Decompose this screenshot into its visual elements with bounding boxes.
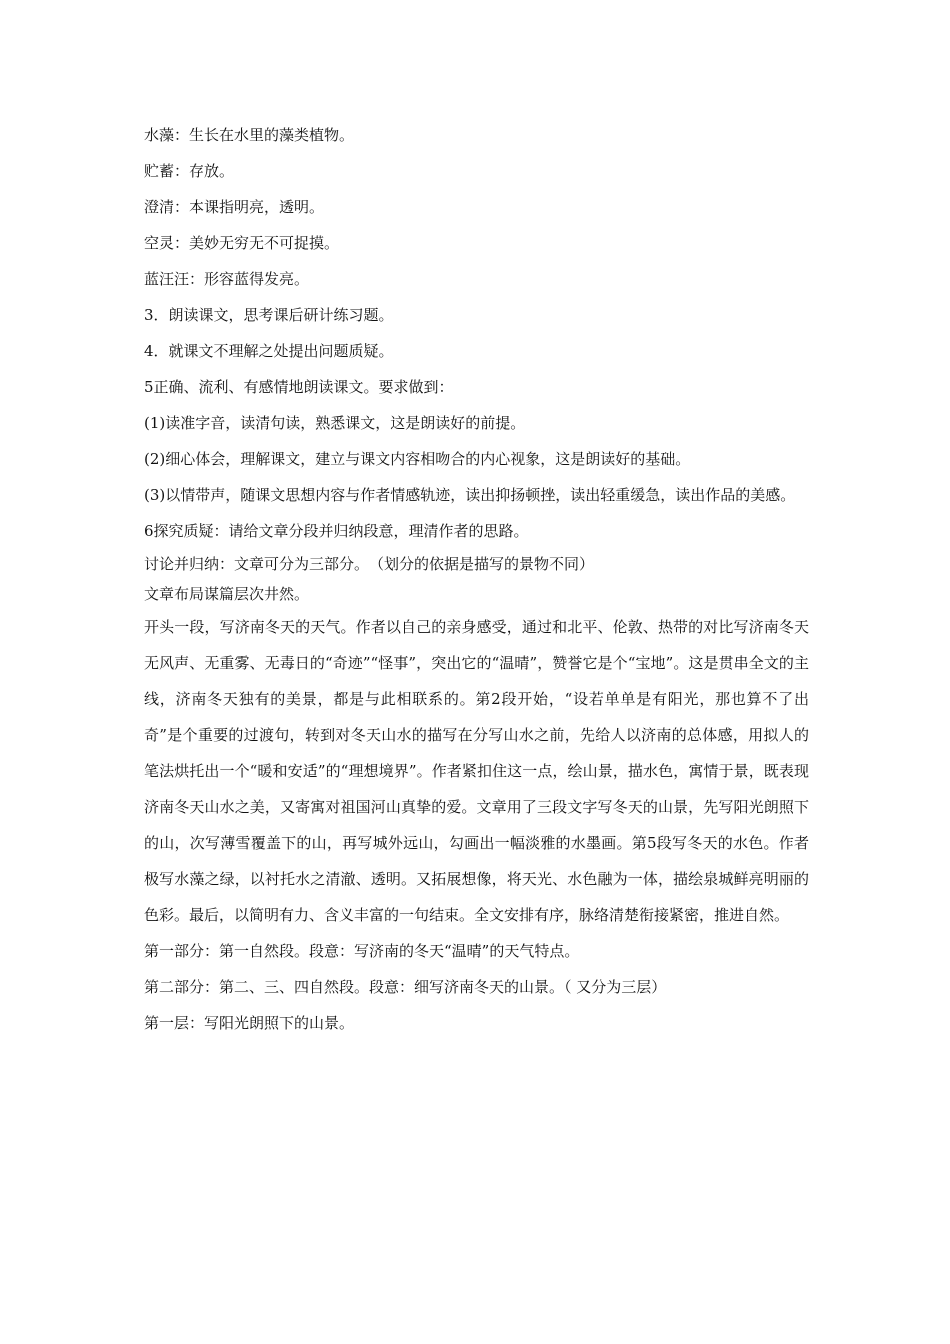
paragraph-layout-summary: 文章布局谋篇层次井然。 [144, 585, 310, 603]
paragraph-part-one: 第一部分：第一自然段。段意：写济南的冬天“温晴”的天气特点。 [144, 942, 580, 960]
paragraph-term-chengqing: 澄清：本课指明亮，透明。 [144, 198, 325, 216]
paragraph-layer-one: 第一层：写阳光朗照下的山景。 [144, 1014, 355, 1032]
paragraph-term-lanwangwang: 蓝汪汪：形容蓝得发亮。 [144, 270, 310, 288]
paragraph-analysis: 开头一段，写济南冬天的天气。作者以自己的亲身感受，通过和北平、伦敦、热带的对比写济南冬天无风声、无重雾、无毒日的“奇迹”“怪事”，突出它的“温晴”，赞誉它是个“宝地”。这是贯串全文的主线，济南冬天独有的美景，都是与此相联系的。第2段开始，“设若单单是有阳光，那也算不了出奇”是个重要的过渡句，转到对冬天山水的描写在分写山水之前，先给人以济南的总体感，用拟人的笔法烘托出一个“暖和安适”的“理想境界”。作者紧扣住这一点，绘山景，描水色，寓情于景，既表现济南冬天山水之美，又寄寓对祖国河山真挚的爱。文章用了三段文字写冬天的山景，先写阳光朗照下的山，次写薄雪覆盖下的山，再写城外远山，勾画出一幅淡雅的水墨画。第5段写冬天的水色。作者极写水藻之绿，以衬托水之清澈、透明。又拓展想像，将天光、水色融为一体，描绘泉城鲜亮明丽的色彩。最后，以简明有力、含义丰富的一句结束。全文安排有序，脉络清楚衔接紧密，推进自然。 [144, 618, 809, 924]
paragraph-requirement-1: (1)读准字音，读清句读，熟悉课文，这是朗读好的前提。 [144, 414, 526, 432]
document-body [144, 117, 809, 1041]
paragraph-discussion: 讨论并归纳：文章可分为三部分。 （划分的依据是描写的景物不同） [144, 555, 595, 573]
paragraph-term-zhuxu: 贮蓄：存放。 [144, 162, 235, 180]
paragraph-step-4: 4．就课文不理解之处提出问题质疑。 [144, 342, 394, 360]
paragraph-requirement-2: (2)细心体会，理解课文，建立与课文内容相吻合的内心视象，这是朗读好的基础。 [144, 450, 691, 468]
paragraph-step-3: 3．朗读课文，思考课后研计练习题。 [144, 306, 394, 324]
paragraph-term-shuizao: 水藻：生长在水里的藻类植物。 [144, 126, 355, 144]
paragraph-term-kongling: 空灵：美妙无穷无不可捉摸。 [144, 234, 340, 252]
paragraph-step-6: 6探究质疑：请给文章分段并归纳段意，理清作者的思路。 [144, 522, 529, 540]
paragraph-requirement-3: (3)以情带声，随课文思想内容与作者情感轨迹，读出抑扬顿挫，读出轻重缓急，读出作品的美感。 [144, 486, 796, 504]
paragraph-step-5: 5正确、流利、有感情地朗读课文。要求做到： [144, 378, 454, 396]
paragraph-part-two: 第二部分：第二、三、四自然段。段意：细写济南冬天的山景。（ 又分为三层） [144, 978, 667, 996]
